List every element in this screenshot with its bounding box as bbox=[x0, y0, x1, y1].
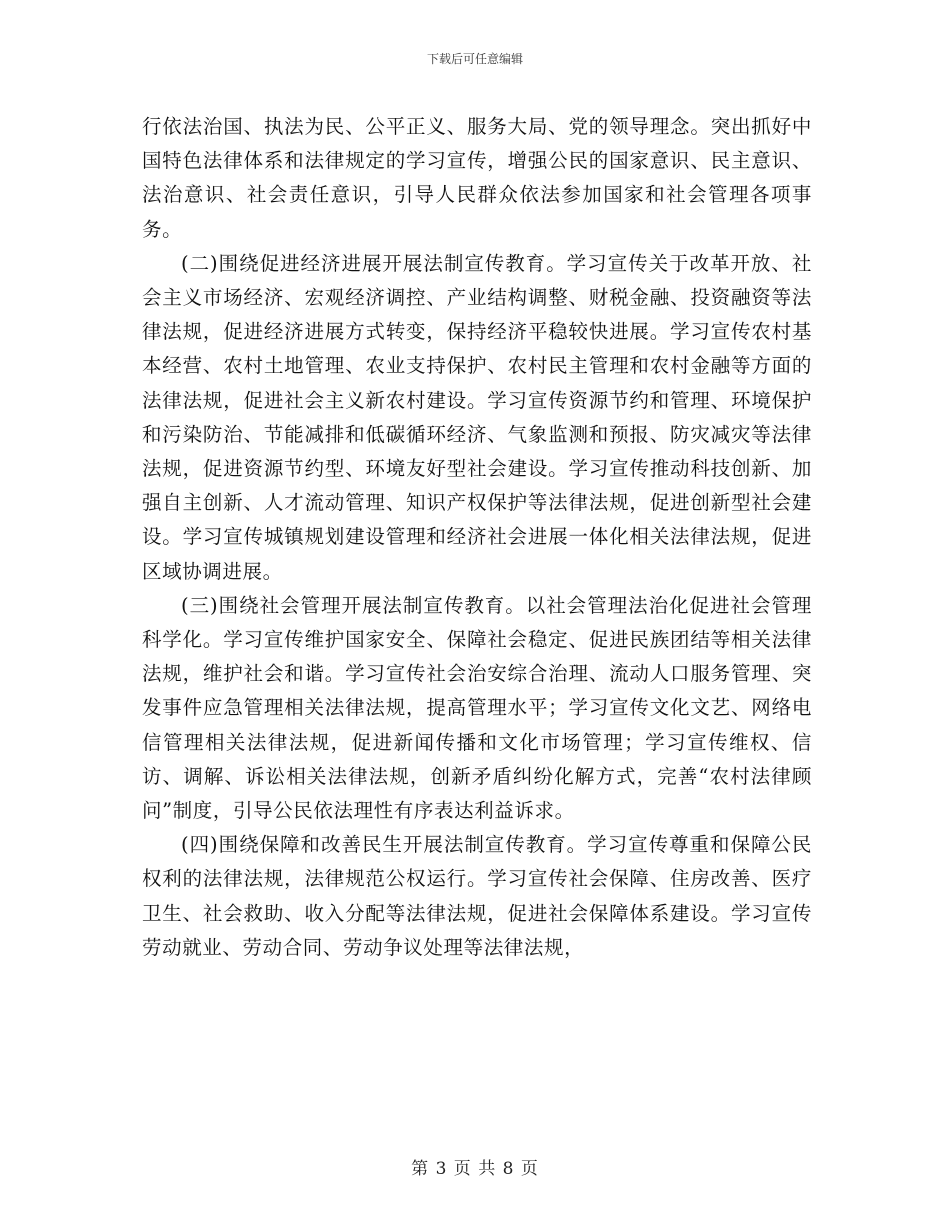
paragraph-social-management: (三)围绕社会管理开展法制宣传教育。以社会管理法治化促进社会管理科学化。学习宣传维护国家安全、保障社会稳定、促进民族团结等相关法律法规，维护社会和谐。学习宣传社会治安综合治理、流动人口服务管理、突发事件应急管理相关法律法规，提高管理水平；学习宣传文化文艺、网络电信管理相关法律法规，促进新闻传播和文化市场管理；学习宣传维权、信访、调解、诉讼相关法律法规，创新矛盾纠纷化解方式，完善“农村法律顾问”制度，引导公民依法理性有序表达利益诉求。 bbox=[142, 593, 812, 823]
paragraph-livelihood: (四)围绕保障和改善民生开展法制宣传教育。学习宣传尊重和保障公民权利的法律法规，法律规范公权运行。学习宣传社会保障、住房改善、医疗卫生、社会救助、收入分配等法律法规，促进社会保障体系建设。学习宣传劳动就业、劳动合同、劳动争议处理等法律法规， bbox=[142, 833, 812, 959]
paragraph-economic-development: (二)围绕促进经济进展开展法制宣传教育。学习宣传关于改革开放、社会主义市场经济、宏观经济调控、产业结构调整、财税金融、投资融资等法律法规，促进经济进展方式转变，保持经济平稳较快进展。学习宣传农村基本经营、农村土地管理、农业支持保护、农村民主管理和农村金融等方面的法律法规，促进社会主义新农村建设。学习宣传资源节约和管理、环境保护和污染防治、节能减排和低碳循环经济、气象监测和预报、防灾减灾等法律法规，促进资源节约型、环境友好型社会建设。学习宣传推动科技创新、加强自主创新、人才流动管理、知识产权保护等法律法规，促进创新型社会建设。学习宣传城镇规划建设管理和经济社会进展一体化相关法律法规，促进区域协调进展。 bbox=[142, 251, 812, 583]
page-header: 下载后可任意编辑 bbox=[426, 52, 523, 66]
paragraph-continuation: 行依法治国、执法为民、公平正义、服务大局、党的领导理念。突出抓好中国特色法律体系和法律规定的学习宣传，增强公民的国家意识、民主意识、法治意识、社会责任意识，引导人民群众依法参加国家和社会管理各项事务。 bbox=[142, 115, 812, 241]
document-body bbox=[142, 110, 812, 965]
page-number-footer: 第 3 页 共 8 页 bbox=[411, 1159, 539, 1179]
